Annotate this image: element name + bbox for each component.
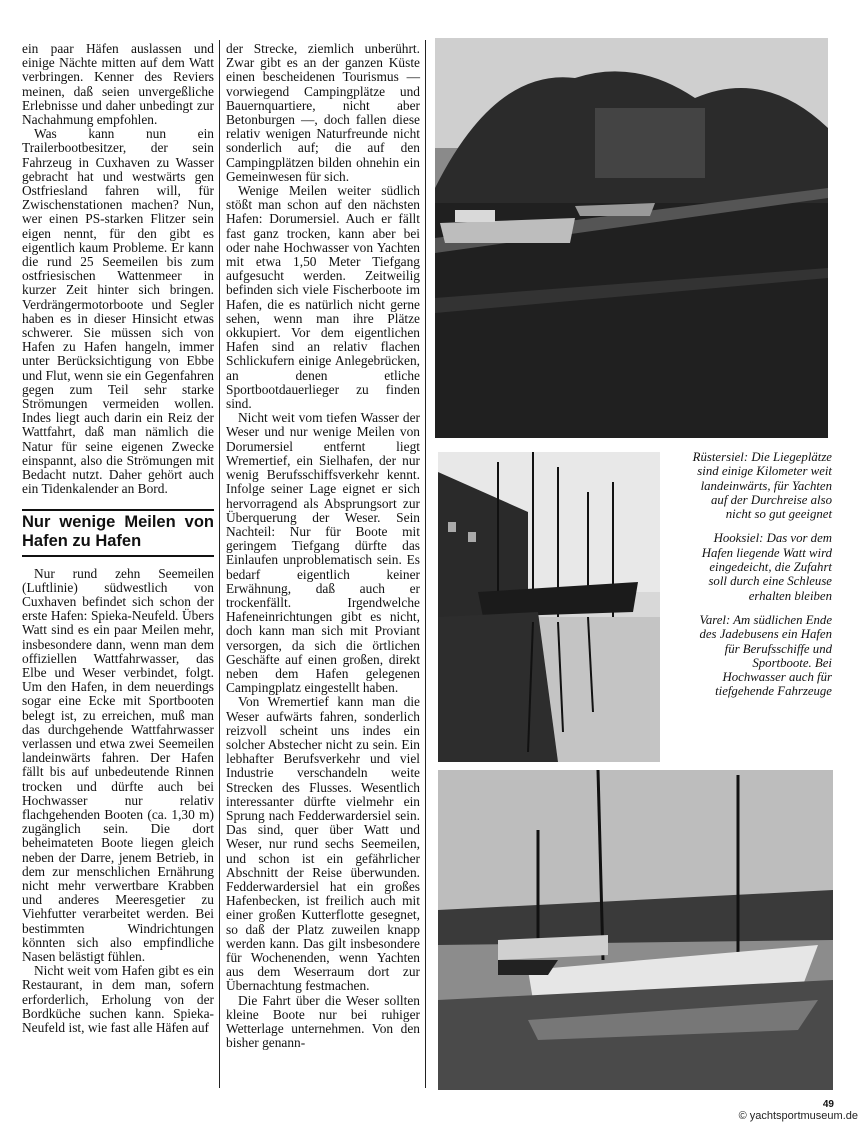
section-heading: Nur wenige Meilen von Hafen zu Hafen bbox=[22, 512, 214, 550]
caption-hooksiel: Hooksiel: Das vor dem Hafen liegende Watt wird eingedeicht, die Zufahrt soll durch eine Schleuse erhalten bleiben bbox=[701, 531, 832, 603]
text-column-1 bbox=[22, 42, 214, 1035]
paragraph: Was kann nun ein Trailerbootbesitzer, der sein Fahrzeug in Cuxhaven zu Wasser gebracht hat und westwärts gen Ostfriesland fahren will, für Zwischenstationen machen? Nun, wer einen PS-starken Flitzer sein eigen nennt, für den gibt es eigentlich kaum Probleme. Er kann die rund 25 Seemeilen bis zum ostfriesischen Wattenmeer in kurzer Zeit hinter sich bringen. Verdrängermotorboote und Segler haben es in dieser Hinsicht etwas schwerer. Sie müssen sich von Hafen zu Hafen hangeln, immer unter Berücksichtigung von Ebbe und Flut, wenn sie ein Gegenfahren gegen zum Teil sehr starke Strömungen vermeiden wollen. Indes liegt auch darin ein Reiz der Wattfahrt, daß man nämlich die Natur für seine eigenen Zwecke einspannt, also die Strömungen mit Bedacht nutzt. Daher gehört auch ein Tidenkalender an Bord. bbox=[22, 126, 214, 497]
caption-ruestersiel: Rüstersiel: Die Liegeplätze sind einige Kilometer weit landeinwärts, für Yachten auf der Durchreise also nicht so gut geeignet bbox=[692, 450, 832, 522]
paragraph: ein paar Häfen auslassen und einige Nächte mitten auf dem Watt verbringen. Kenner des Reviers meinen, daß seien unvergeßliche Erlebnisse und daher unbedingt zur Nachahmung empfohlen. bbox=[22, 41, 214, 128]
section-heading-box bbox=[22, 509, 214, 557]
paragraph: Wenige Meilen weiter südlich stößt man schon auf den nächsten Hafen: Dorumersiel. Auch er fällt fast ganz trocken, kann aber bei oder nahe Hochwasser von Yachten mit etwa 1,50 Meter Tiefgang aufgesucht werden. Zeitweilig befinden sich viele Fischerboote im Hafen, die es natürlich nicht gerne sehen, wenn man ihre Plätze okkupiert. Vor dem eigentlichen Hafen sind an relativ flachen Schlickufern einige Anlegebrücken, an denen etliche Sportbootdauerlieger zu finden sind. bbox=[226, 183, 420, 412]
paragraph: Nicht weit vom Hafen gibt es ein Restaurant, in dem man, sofern erforderlich, Erholung von der Bordküche suchen kann. Spieka-Neufeld ist, wie fast alle Häfen auf bbox=[22, 963, 214, 1035]
paragraph: Nur rund zehn Seemeilen (Luftlinie) südwestlich von Cuxhaven befindet sich schon der erste Hafen: Spieka-Neufeld. Übers Watt sind es ein paar Meilen mehr, insbesondere dann, wenn man dem offiziellen Wattfahrwasser, das Elbe und Weser verbindet, folgt. Um den Hafen, in dem neuerdings sogar eine Ecke mit Sportbooten belegt ist, zu erreichen, muß man das durchgehende Wattfahrwasser verlassen und etwa zwei Seemeilen landeinwärts fahren. Der Hafen fällt bis auf unbedeutende Rinnen trocken und dürfte auch bei Hochwasser nur relativ flachgehenden Booten (ca. 1,30 m) zugänglich sein. Die dort beheimateten Boote liegen gleich neben der Darre, jenem Betrieb, in dem zur menschlichen Ernährung nicht mehr verwertbare Krabben und anderes Meeresgetier zu Viehfutter verarbeitet werden. Bei bestimmten Windrichtungen könnten sich also empfindliche Nasen belästigt fühlen. bbox=[22, 565, 214, 964]
page-number: 49 bbox=[822, 1099, 834, 1110]
paragraph: der Strecke, ziemlich unberührt. Zwar gibt es an der ganzen Küste einen bescheidenen Tourismus — vorwiegend Campingplätze und Bauernquartiere, nicht aber Betonburgen —, doch fallen diese relativ wenigen Naturfreunde nicht sonderlich auf; die auf den Campingplätzen bilden ohnehin ein Gemeinwesen für sich. bbox=[226, 41, 420, 184]
photo-hooksiel bbox=[438, 452, 660, 762]
column-divider bbox=[219, 40, 220, 1088]
photo-captions bbox=[690, 450, 832, 709]
caption-varel: Varel: Am südlichen Ende des Jadebusens ein Hafen für Berufsschiffe und Sportboote. Bei Hochwasser auch für tiefgehende Fahrzeuge bbox=[699, 612, 832, 699]
watermark: © yachtsportmuseum.de bbox=[738, 1110, 858, 1122]
text-column-2 bbox=[226, 42, 420, 1050]
column-divider bbox=[425, 40, 426, 1088]
paragraph: Die Fahrt über die Weser sollten kleine Boote nur bei ruhiger Wetterlage unternehmen. Von den bisher genann- bbox=[226, 992, 420, 1051]
photo-varel bbox=[438, 770, 833, 1090]
paragraph: Nicht weit vom tiefen Wasser der Weser und nur wenige Meilen von Dorumersiel entfernt liegt Wremertief, ein Sielhafen, der nur wenig Berufsschiffsverkehr kennt. Infolge seiner Lage eignet er sich hervorragend als Absprungsort zur Überquerung der Weser. Sein Nachteil: Nur für Boote mit geringem Tiefgang dürfte das Einlaufen unproblematisch sein. Es bedarf eigentlich keiner Erwähnung, daß auch er trockenfällt. Irgendwelche Hafeneinrichtungen gibt es nicht, doch kann man sich mit Proviant versorgen, da sich die örtlichen Geschäfte auf einen großen, direkt neben dem Hafen gelegenen Campingplatz eingestellt haben. bbox=[226, 410, 420, 696]
photo-ruestersiel bbox=[435, 38, 828, 438]
paragraph: Von Wremertief kann man die Weser aufwärts fahren, sonderlich reizvoll scheint uns indes ein solcher Abstecher nicht zu sein. Ein lebhafter Berufsverkehr und viel Industrie verschandeln weite Strecken des Flusses. Wesentlich interessanter dürfte vielmehr ein Sprung nach Fedderwardersiel sein. Das sind, quer über Watt und Weser, nur rund sechs Seemeilen, und schon ist ein gefährlicher Abschnitt der Reise überwunden. Fedderwardersiel hat ein großes Hafenbecken, ist freilich auch mit einer großen Kutterflotte gesegnet, so daß der Platz zuweilen knapp werden kann. Das gilt insbesondere für Wochenenden, wenn Yachten aus dem Weserraum dort zur Übernachtung festmachen. bbox=[226, 694, 420, 994]
